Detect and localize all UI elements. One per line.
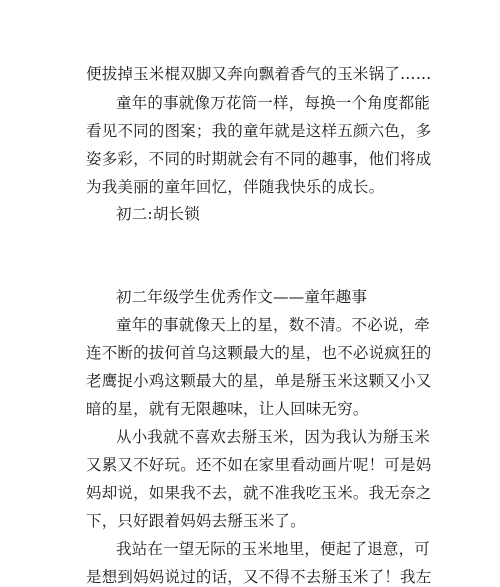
text-line-2: 童年的事就像万花筒一样，每换一个角度都能 bbox=[116, 94, 431, 112]
text-line-5: 为我美丽的童年回忆，伴随我快乐的成长。 bbox=[86, 178, 385, 196]
text-line-1: 便拔掉玉米棍双脚又奔向飘着香气的玉米锅了…… bbox=[86, 65, 432, 83]
text-line-12: 妈却说，如果我不去，就不准我吃玉米。我无奈之 bbox=[86, 484, 432, 502]
author-line: 初二:胡长锁 bbox=[116, 205, 200, 223]
text-line-15: 是想到妈妈说过的话，又不得不去掰玉米了！我左 bbox=[86, 568, 432, 586]
text-line-13: 下，只好跟着妈妈去掰玉米了。 bbox=[86, 512, 306, 530]
text-line-7: 连不断的拔何首乌这颗最大的星，也不必说疯狂的 bbox=[86, 344, 432, 362]
text-line-6: 童年的事就像天上的星，数不清。不必说，牵 bbox=[116, 316, 431, 334]
text-line-14: 我站在一望无际的玉米地里，便起了退意，可 bbox=[116, 540, 431, 558]
text-line-4: 姿多彩，不同的时期就会有不同的趣事，他们将成 bbox=[86, 150, 432, 168]
essay-title: 初二年级学生优秀作文——童年趣事 bbox=[116, 288, 368, 306]
text-line-11: 又累又不好玩。还不如在家里看动画片呢！可是妈 bbox=[86, 456, 432, 474]
text-line-10: 从小我就不喜欢去掰玉米，因为我认为掰玉米 bbox=[116, 428, 431, 446]
text-line-8: 老鹰捉小鸡这颗最大的星，单是掰玉米这颗又小又 bbox=[86, 372, 432, 390]
text-line-9: 暗的星，就有无限趣味，让人回味无穷。 bbox=[86, 400, 369, 418]
text-line-3: 看见不同的图案；我的童年就是这样五颜六色，多 bbox=[86, 122, 432, 140]
